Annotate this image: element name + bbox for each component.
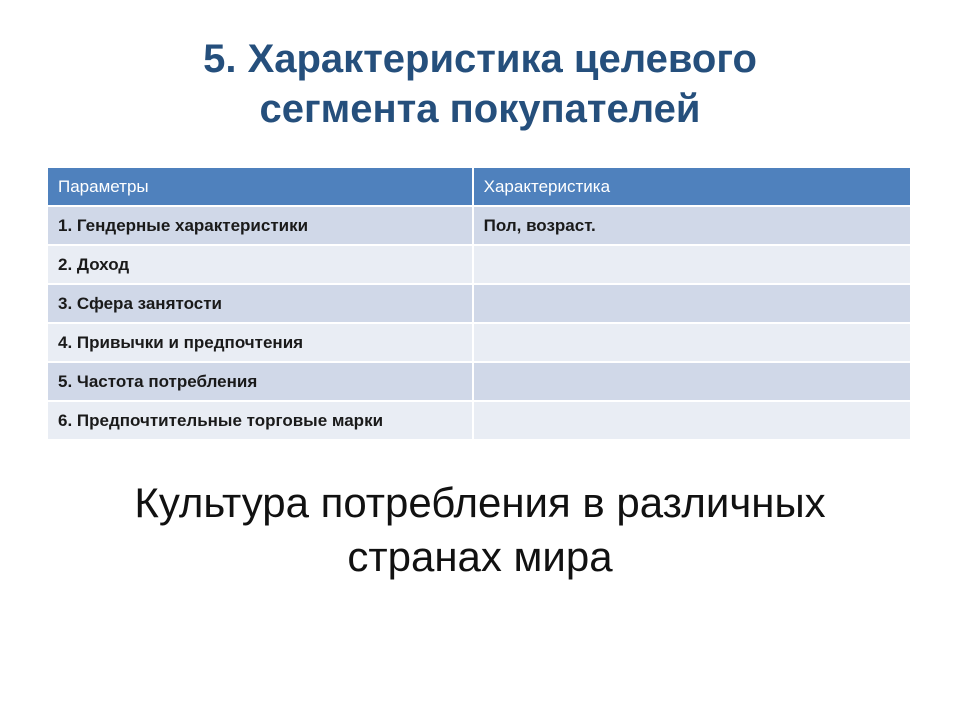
value-cell (473, 284, 911, 323)
slide-subtitle-line-2: странах мира (347, 533, 613, 580)
slide-title-line-2: сегмента покупателей (259, 87, 701, 131)
slide-title (60, 34, 900, 134)
slide-title-line-1: 5. Характеристика целевого (203, 37, 757, 81)
table-header-row (48, 168, 911, 206)
param-cell: 6. Предпочтительные торговые марки (48, 401, 473, 440)
param-cell: 1. Гендерные характеристики (48, 206, 473, 245)
param-cell: 2. Доход (48, 245, 473, 284)
value-cell: Пол, возраст. (473, 206, 911, 245)
param-cell: 3. Сфера занятости (48, 284, 473, 323)
table-row (48, 284, 911, 323)
param-cell: 5. Частота потребления (48, 362, 473, 401)
slide-subtitle-line-1: Культура потребления в различных (134, 479, 826, 526)
table-row (48, 323, 911, 362)
value-cell (473, 401, 911, 440)
table-row (48, 362, 911, 401)
value-cell (473, 362, 911, 401)
param-cell: 4. Привычки и предпочтения (48, 323, 473, 362)
parameters-table (48, 168, 912, 441)
value-cell (473, 245, 911, 284)
value-cell (473, 323, 911, 362)
slide-subtitle (30, 476, 930, 584)
table-row (48, 401, 911, 440)
header-characteristic: Характеристика (473, 168, 911, 206)
table-row (48, 245, 911, 284)
table-row (48, 206, 911, 245)
header-parameters: Параметры (48, 168, 473, 206)
